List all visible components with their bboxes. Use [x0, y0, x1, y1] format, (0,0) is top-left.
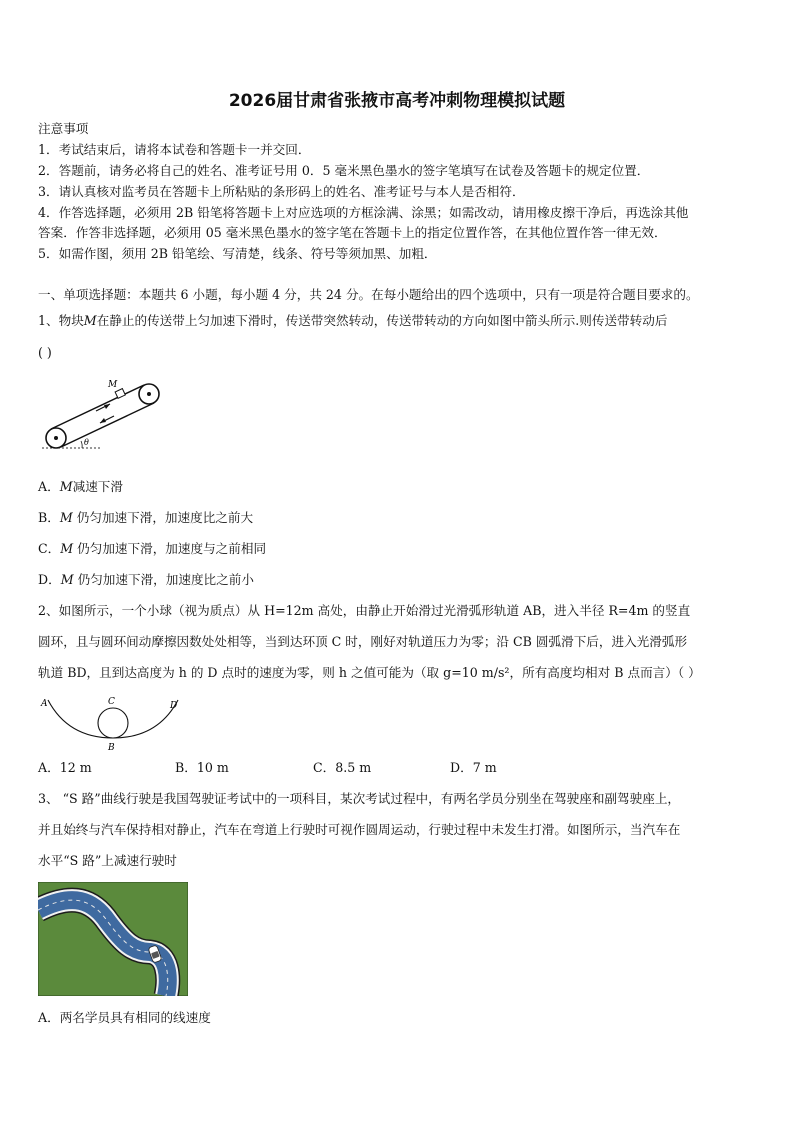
option-a-var: M [59, 479, 73, 494]
option-a-text: 减速下滑 [72, 479, 123, 494]
q2-options [38, 758, 497, 778]
lower-pulley-axle [54, 436, 58, 440]
q2-option-b: B．10 m [175, 760, 229, 775]
belt-bottom [61, 403, 154, 447]
option-c-text: 仍匀加速下滑，加速度与之前相同 [73, 541, 267, 556]
q2-option-c: C．8.5 m [313, 760, 372, 775]
vertical-loop [98, 708, 128, 738]
option-d-prefix: D． [38, 572, 61, 587]
option-b-prefix: B． [38, 510, 60, 525]
label-m: M [108, 380, 118, 390]
notice-item-3: 3．请认真核对监考员在答题卡上所粘贴的条形码上的姓名、准考证号与本人是否相符． [38, 184, 525, 199]
option-d-text: 仍匀加速下滑，加速度比之前小 [73, 572, 254, 587]
q1-stem [38, 311, 667, 331]
q1-option-a [38, 477, 123, 497]
option-a-prefix: A． [38, 479, 60, 494]
arrowhead-lower-icon [100, 418, 106, 423]
option-d-var: M [60, 572, 74, 587]
q2-line-1: 2、如图所示，一个小球（视为质点）从 H=12m 高处，由静止开始滑过光滑弧形轨道 AB，进入半径 R=4m 的竖直 [38, 603, 691, 618]
notice-item-5: 5．如需作图，须用 2B 铅笔绘、写清楚，线条、符号等须加黑、加粗． [38, 246, 437, 261]
label-b: B [108, 743, 115, 752]
conveyor-belt-figure [40, 375, 170, 455]
q1-var-m: M [83, 313, 97, 328]
page-title: 2026届甘肃省张掖市高考冲刺物理模拟试题 [228, 91, 566, 111]
notice-item-2: 2．答题前，请务必将自己的姓名、准考证号用 0．5 毫米黑色墨水的签字笔填写在试卷及答题卡的规定位置． [38, 163, 650, 178]
q3-option-a: A．两名学员具有相同的线速度 [38, 1010, 211, 1025]
label-theta: θ [84, 438, 89, 447]
loop-track-figure [38, 690, 188, 752]
q1-stem-prefix: 1、物块 [38, 313, 84, 328]
q2-option-a: A．12 m [38, 760, 92, 775]
q1-option-c [38, 539, 266, 559]
q3-line-1: 3、 “S 路”曲线行驶是我国驾驶证考试中的一项科目，某次考试过程中，有两名学员分别坐在驾驶座和副驾驶座上， [38, 791, 681, 806]
q1-stem-rest: 在静止的传送带上匀加速下滑时，传送带突然转动，传送带转动的方向如图中箭头所示.则传送带转动后 [96, 313, 668, 328]
upper-pulley-axle [147, 392, 151, 396]
notice-item-1: 1．考试结束后，请将本试卷和答题卡一并交回． [38, 142, 311, 157]
arrowhead-upper-icon [104, 404, 110, 409]
q3-line-3: 水平“S 路”上减速行驶时 [38, 853, 177, 868]
label-c: C [108, 697, 115, 707]
q1-option-b [38, 508, 253, 528]
q1-paren: ( ) [38, 345, 52, 360]
block-m [115, 389, 125, 399]
belt-top [51, 385, 144, 429]
notice-heading: 注意事项 [38, 121, 89, 136]
q2-line-2: 圆环，且与圆环间动摩擦因数处处相等，当到达环顶 C 时，刚好对轨道压力为零；沿 CB 圆弧滑下后，进入光滑弧形 [38, 634, 688, 649]
q1-option-d [38, 570, 254, 590]
option-c-var: M [60, 541, 74, 556]
q3-line-2: 并且始终与汽车保持相对静止，汽车在弯道上行驶时可视作圆周运动，行驶过程中未发生打滑。如图所示，当汽车在 [38, 822, 681, 837]
notice-item-4: 4．作答选择题，必须用 2B 铅笔将答题卡上对应选项的方框涂满、涂黑；如需改动，请用橡皮擦干净后，再选涂其他 [38, 205, 689, 220]
notice-item-4-cont: 答案．作答非选择题，必须用 05 毫米黑色墨水的签字笔在答题卡上的指定位置作答，在其他位置作答一律无效． [38, 225, 667, 240]
q2-option-d: D．7 m [450, 760, 497, 775]
section-heading: 一、单项选择题：本题共 6 小题，每小题 4 分，共 24 分。在每小题给出的四个选项中，只有一项是符合题目要求的。 [38, 287, 699, 302]
angle-arc [81, 441, 82, 448]
label-a: A [41, 699, 48, 709]
s-road-figure [38, 882, 188, 996]
option-b-text: 仍匀加速下滑，加速度比之前大 [72, 510, 254, 525]
q2-line-3: 轨道 BD，且到达高度为 h 的 D 点时的速度为零，则 h 之值可能为（取 g=10 m/s²，所有高度均相对 B 点而言）（ ） [38, 665, 701, 680]
label-d: D [170, 701, 178, 711]
option-b-var: M [59, 510, 73, 525]
option-c-prefix: C． [38, 541, 61, 556]
